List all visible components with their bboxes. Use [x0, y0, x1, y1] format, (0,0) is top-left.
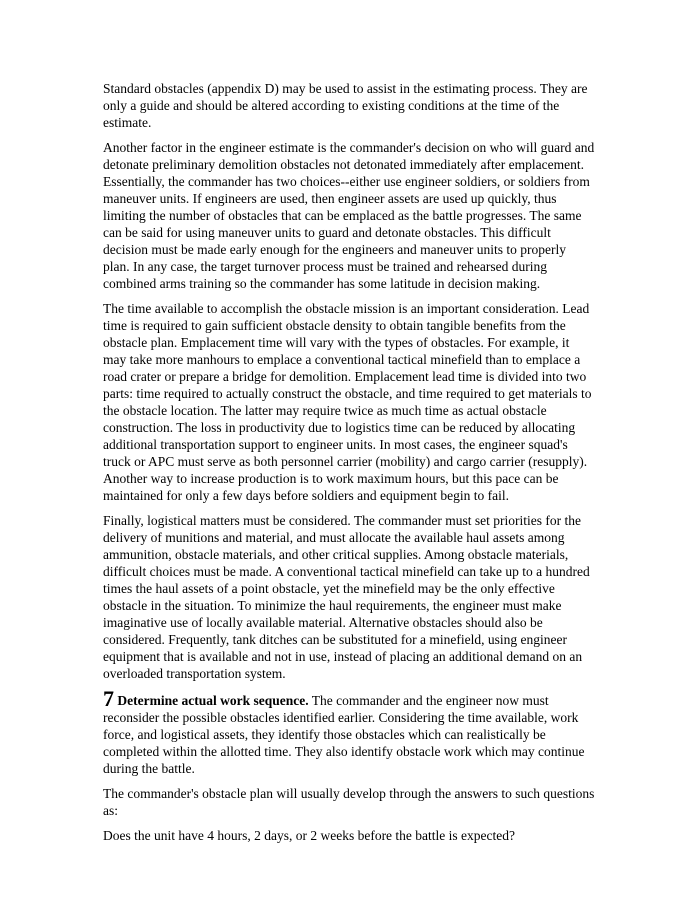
paragraph-step-7	[103, 686, 595, 777]
page-body	[103, 80, 595, 852]
paragraph-logistical-matters: Finally, logistical matters must be considered. The commander must set priorities for the delivery of munitions and material, and must allocate the available haul assets among ammunition, obstacle materials, and other critical supplies. Among obstacle materials, difficult choices must be made. A conventional tactical minefield can take up to a hundred times the haul assets of a point obstacle, yet the minefield may be the only effective obstacle in the situation. To minimize the haul requirements, the engineer must make imaginative use of locally available material. Alternative obstacles should also be considered. Frequently, tank ditches can be substituted for a minefield, using engineer equipment that is available and not in use, instead of placing an additional demand on an overloaded transportation system.	[103, 513, 590, 681]
step-title: Determine actual work sequence.	[117, 693, 309, 708]
paragraph-time-available: The time available to accomplish the obstacle mission is an important consideration. Lead time is required to gain sufficient obstacle density to obtain tangible benefits from the obstacle plan. Emplacement time will vary with the types of obstacles. For example, it may take more manhours to emplace a conventional tactical minefield than to emplace a road crater or prepare a bridge for demolition. Emplacement lead time is divided into two parts: time required to actually construct the obstacle, and time required to get materials to the obstacle location. The latter may require twice as much time as actual obstacle construction. The loss in productivity due to logistics time can be reduced by allocating additional transportation support to engineer units. In most cases, the engineer squad's truck or APC must serve as both personnel carrier (mobility) and cargo carrier (resupply). Another way to increase production is to work maximum hours, but this pace can be maintained for only a few days before soldiers and equipment begin to fail.	[103, 301, 592, 503]
paragraph-demolition-guard: Another factor in the engineer estimate is the commander's decision on who will guard and detonate preliminary demolition obstacles not detonated immediately after emplacement. Essentially, the commander has two choices--either use engineer soldiers, or soldiers from maneuver units. If engineers are used, then engineer assets are used up quickly, thus limiting the number of obstacles that can be emplaced as the battle progresses. The same can be said for using maneuver units to guard and detonate obstacles. This difficult decision must be made early enough for the engineers and maneuver units to properly plan. In any case, the target turnover process must be trained and rehearsed during combined arms training so the commander has some latitude in decision making.	[103, 140, 595, 291]
paragraph-standard-obstacles: Standard obstacles (appendix D) may be used to assist in the estimating process. They are only a guide and should be altered according to existing conditions at the time of the estimate.	[103, 81, 588, 130]
step-body: The commander and the engineer now must reconsider the possible obstacles identified earlier. Considering the time available, work force, and logistical assets, they identify those obstacles which can realistically be completed within the allotted time. They also identify obstacle work which may continue during the battle.	[103, 693, 585, 776]
step-number: 7	[103, 686, 114, 711]
question-item: Does the unit have 4 hours, 2 days, or 2 weeks before the battle is expected?	[103, 828, 515, 843]
paragraph-obstacle-plan: The commander's obstacle plan will usually develop through the answers to such questions as:	[103, 786, 595, 818]
